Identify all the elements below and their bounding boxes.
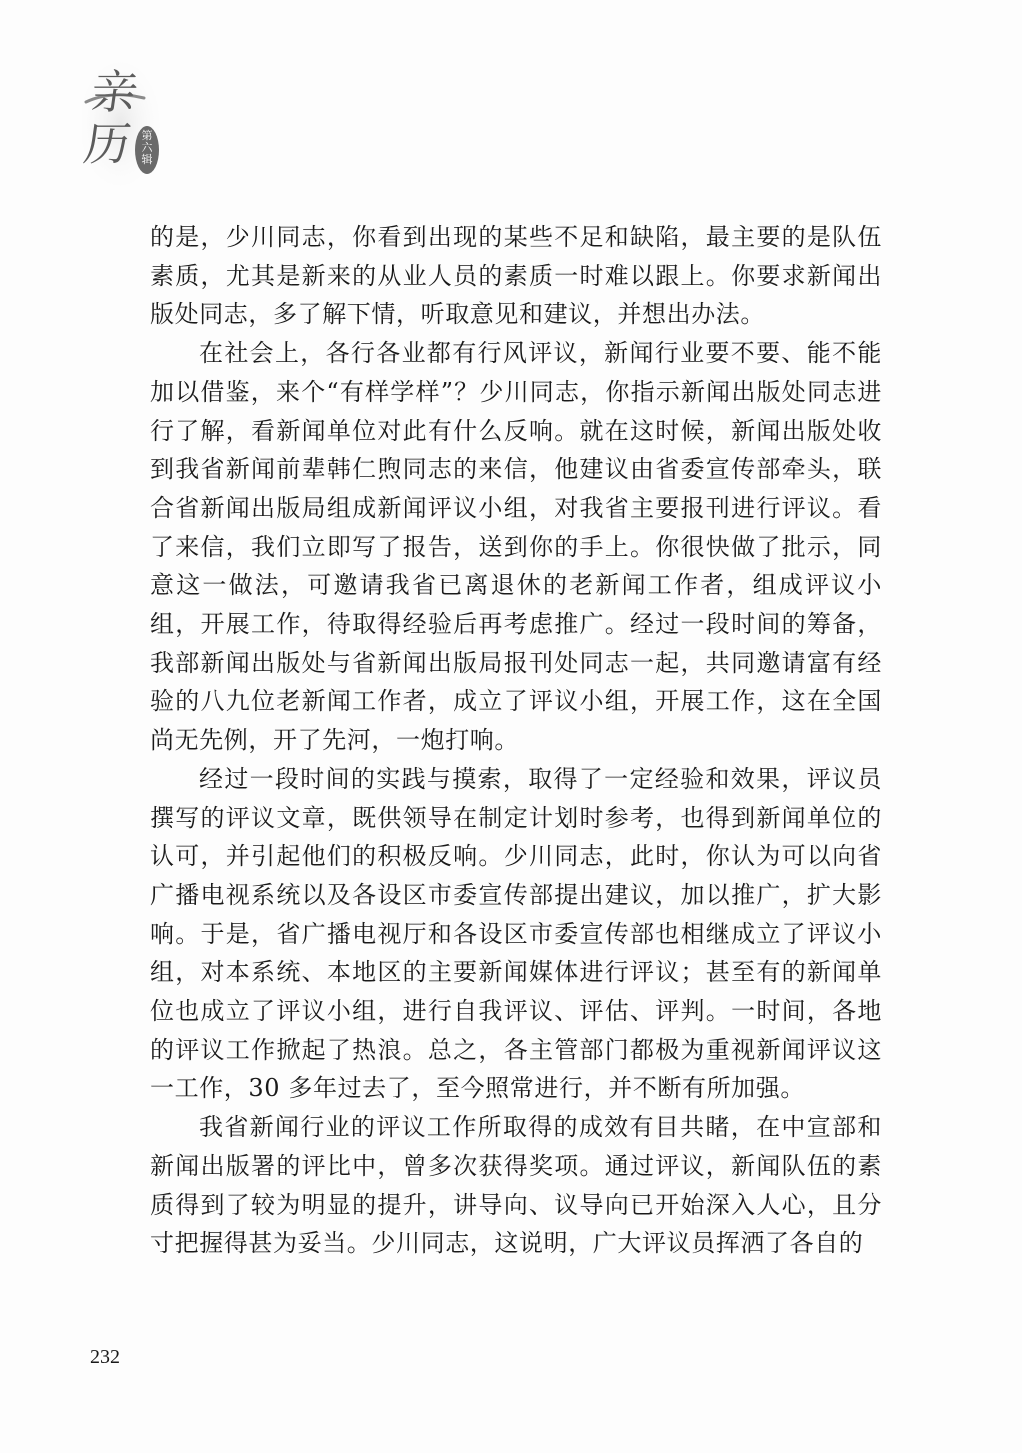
logo-series-badge [137,130,157,166]
body-text [150,218,882,1263]
logo-char-2: 历 [80,117,135,171]
logo-series-char-1: 第 [141,129,153,142]
paragraph-2: 在社会上，各行各业都有行风评议，新闻行业要不要、能不能加以借鉴，来个“有样学样”？少川同志，你指示新闻出版处同志进行了解，看新闻单位对此有什么反响。就在这时候，新闻出版处收到我省新闻前辈韩仁煦同志的来信，他建议由省委宣传部牵头，联合省新闻出版局组成新闻评议小组，对我省主要报刊进行评议。看了来信，我们立即写了报告，送到你的手上。你很快做了批示，同意这一做法，可邀请我省已离退休的老新闻工作者，组成评议小组，开展工作，待取得经验后再考虑推广。经过一段时间的筹备，我部新闻出版处与省新闻出版局报刊处同志一起，共同邀请富有经验的八九位老新闻工作者，成立了评议小组，开展工作，这在全国尚无先例，开了先河，一炮打响。 [150,339,882,755]
series-logo [82,62,162,187]
paragraph-4: 我省新闻行业的评议工作所取得的成效有目共睹，在中宣部和新闻出版署的评比中，曾多次获得奖项。通过评议，新闻队伍的素质得到了较为明显的提升，讲导向、议导向已开始深入人心，且分寸把握得甚为妥当。少川同志，这说明，广大评议员挥洒了各自的 [150,1113,882,1258]
logo-series-char-2: 六 [141,141,153,154]
logo-char-1: 亲 [87,65,142,119]
paragraph-3: 经过一段时间的实践与摸索，取得了一定经验和效果，评议员撰写的评议文章，既供领导在制定计划时参考，也得到新闻单位的认可，并引起他们的积极反响。少川同志，此时，你认为可以向省广播电视系统以及各设区市委宣传部提出建议，加以推广，扩大影响。于是，省广播电视厅和各设区市委宣传部也相继成立了评议小组，对本系统、本地区的主要新闻媒体进行评议；甚至有的新闻单位也成立了评议小组，进行自我评议、评估、评判。一时间，各地的评议工作掀起了热浪。总之，各主管部门都极为重视新闻评议这一工作，30 多年过去了，至今照常进行，并不断有所加强。 [150,764,882,1103]
paragraph-1: 的是，少川同志，你看到出现的某些不足和缺陷，最主要的是队伍素质，尤其是新来的从业人员的素质一时难以跟上。你要求新闻出版处同志，多了解下情，听取意见和建议，并想出办法。 [150,223,882,329]
logo-series-char-3: 辑 [141,153,153,166]
page-number: 232 [90,1346,120,1368]
